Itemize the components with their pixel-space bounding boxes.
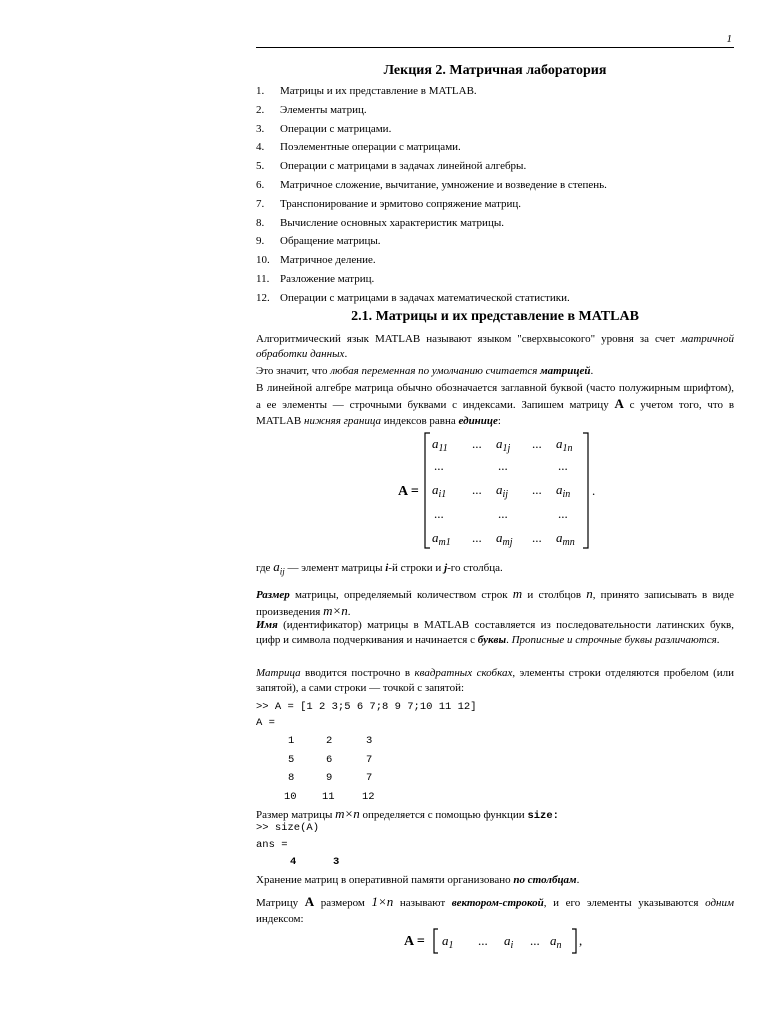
- toc-item: [256, 233, 736, 252]
- row-vector-item: ...: [530, 933, 540, 948]
- toc-item-text: Операции с матрицами в задачах математической статистики.: [280, 291, 570, 304]
- toc-item-number: 2.: [256, 103, 265, 116]
- row-vector-lhs: A =: [404, 934, 425, 949]
- toc-item-number: 4.: [256, 141, 265, 154]
- code-output-value: 8: [288, 772, 295, 784]
- toc-item: [256, 196, 736, 215]
- toc-item-number: 7.: [256, 197, 265, 210]
- paragraph-storage: Хранение матриц в оперативной памяти организовано по столбцам.: [256, 874, 580, 886]
- section-title: 2.1. Матрицы и их представление в MATLAB: [351, 309, 639, 324]
- code-output-value: 3: [366, 735, 373, 747]
- matrix-cell: $a_{mn}$: [556, 530, 575, 548]
- row-vector-tail: ,: [579, 933, 583, 948]
- code-output-value: 7: [366, 753, 373, 766]
- row-vector-item: $a_1$: [442, 933, 454, 951]
- code-output-value: 2: [326, 735, 333, 747]
- toc-item-number: 9.: [256, 235, 265, 248]
- matrix-cell: $a_{i1}$: [432, 482, 447, 500]
- toc-item-number: 10.: [256, 254, 270, 267]
- code-command: >> A = [1 2 3;5 6 7;8 9 7;10 11 12]: [256, 701, 477, 713]
- matrix-cell: $a_{mj}$: [496, 530, 513, 548]
- matrix-cell: $a_{m1}$: [432, 530, 451, 548]
- paragraph-linear-algebra: В линейной алгебре матрица обычно обозначается заглавной буквой (часто полужирным шрифтом), а ее элементы — строчными буквами с индексами. Запишем матрицу A с учетом того, что в MATLAB нижняя граница индексов равна единице:: [256, 382, 735, 427]
- toc-item: [256, 290, 736, 309]
- matrix-cell: ...: [472, 482, 482, 497]
- toc-item: [256, 252, 736, 271]
- toc-item: [256, 121, 736, 140]
- page-number: 1: [726, 33, 732, 45]
- toc-item-number: 11.: [256, 272, 270, 285]
- matrix-cell: $a_{in}$: [556, 482, 571, 500]
- toc-item-number: 8.: [256, 216, 265, 229]
- matrix-cell: ...: [532, 482, 542, 497]
- matrix-cell: ...: [532, 530, 542, 545]
- toc-item-text: Операции с матрицами.: [280, 122, 392, 135]
- toc-item-text: Обращение матрицы.: [280, 235, 381, 248]
- matrix-cell: $a_{11}$: [432, 436, 448, 454]
- row-vector-formula: [400, 926, 600, 961]
- toc-item-text: Операции с матрицами в задачах линейной алгебры.: [280, 160, 527, 173]
- code-size-answer-label: ans =: [256, 839, 288, 851]
- toc-item: [256, 177, 736, 196]
- toc-item-text: Матрицы и их представление в MATLAB.: [280, 85, 477, 97]
- paragraph-size-func: Размер матрицы m×n определяется с помощью функции size:: [256, 806, 559, 822]
- matrix-cell: ...: [434, 458, 444, 473]
- matrix-cell: ...: [434, 506, 444, 521]
- toc-item-text: Матричное сложение, вычитание, умножение и возведение в степень.: [280, 178, 607, 191]
- paragraph-matrix-input: Матрица вводится построчно в квадратных скобках, элементы строки отделяются пробелом (или запятой), а сами строки — точкой с запятой:: [256, 667, 734, 694]
- code-answer-label: A =: [256, 717, 275, 729]
- matrix-cell: ...: [498, 458, 508, 473]
- toc-item-number: 1.: [256, 85, 265, 97]
- matrix-cell: ...: [472, 530, 482, 545]
- toc-item-text: Поэлементные операции с матрицами.: [280, 141, 461, 154]
- toc-item-number: 6.: [256, 178, 265, 191]
- code-output-value: 1: [288, 735, 295, 747]
- matrix-cell: ...: [498, 506, 508, 521]
- code-size-command: >> size(A): [256, 822, 320, 834]
- size-value-rows: 4: [290, 856, 297, 868]
- header-rule: [256, 47, 734, 48]
- code-output-value: 5: [288, 753, 295, 766]
- toc-item-text: Разложение матриц.: [280, 272, 375, 285]
- toc-item: [256, 215, 736, 234]
- matrix-formula: [390, 428, 620, 558]
- matrix-cell: ...: [558, 506, 568, 521]
- paragraph-element-def: где $a_{ij}$ — элемент матрицы i-й строки и j-го столбца.: [256, 559, 503, 577]
- toc-item: [256, 139, 736, 158]
- toc-item-text: Элементы матриц.: [280, 103, 367, 116]
- code-output-value: 12: [362, 790, 375, 803]
- matrix-tail: .: [592, 483, 596, 498]
- paragraph-intro: Алгоритмический язык MATLAB называют языком "сверхвысокого" уровня за счет матричной обработки данных.: [256, 333, 734, 360]
- matrix-cell: ...: [558, 458, 568, 473]
- row-vector-item: $a_n$: [550, 933, 562, 951]
- toc-item-number: 12.: [256, 291, 270, 304]
- toc-item-number: 3.: [256, 122, 265, 135]
- paragraph-name: Имя (идентификатор) матрицы в MATLAB составляется из последовательности латинских букв, цифр и символа подчеркивания и начинается с буквы. Прописные и строчные буквы различаются.: [256, 619, 734, 646]
- paragraph-size: Размер матрицы, определяемый количеством строк m и столбцов n, принято записывать в виде произведения m×n.: [256, 586, 735, 618]
- matrix-cell: $a_{1n}$: [556, 436, 573, 454]
- matrix-cell: ...: [472, 436, 482, 451]
- toc-item-text: Матричное деление.: [280, 254, 376, 267]
- toc-item-text: Вычисление основных характеристик матрицы.: [280, 216, 504, 229]
- matrix-cell: ...: [532, 436, 542, 451]
- matrix-cell: $a_{1j}$: [496, 436, 511, 454]
- row-vector-item: ...: [478, 933, 488, 948]
- code-output-value: 9: [326, 772, 333, 784]
- size-value-cols: 3: [333, 856, 340, 868]
- matrix-cell: $a_{ij}$: [496, 482, 509, 500]
- table-of-contents: [256, 83, 736, 309]
- code-output-value: 7: [366, 772, 373, 784]
- toc-item-number: 5.: [256, 160, 265, 173]
- paragraph-row-vector: Матрицу A размером 1×n называют вектором-строкой, и его элементы указываются одним индексом:: [256, 894, 734, 925]
- toc-item: [256, 271, 736, 290]
- lecture-title: Лекция 2. Матричная лаборатория: [383, 63, 607, 78]
- toc-item-text: Транспонирование и эрмитово сопряжение матриц.: [280, 197, 522, 210]
- code-output-value: 10: [284, 790, 297, 803]
- toc-item: [256, 158, 736, 177]
- toc-item: [256, 102, 736, 121]
- paragraph-default-matrix: Это значит, что любая переменная по умолчанию считается матрицей.: [256, 365, 594, 377]
- code-output-value: 6: [326, 753, 333, 766]
- toc-item: [256, 83, 736, 102]
- row-vector-item: $a_i$: [504, 933, 514, 951]
- code-output-value: 11: [322, 790, 335, 803]
- matrix-lhs: A =: [398, 484, 419, 499]
